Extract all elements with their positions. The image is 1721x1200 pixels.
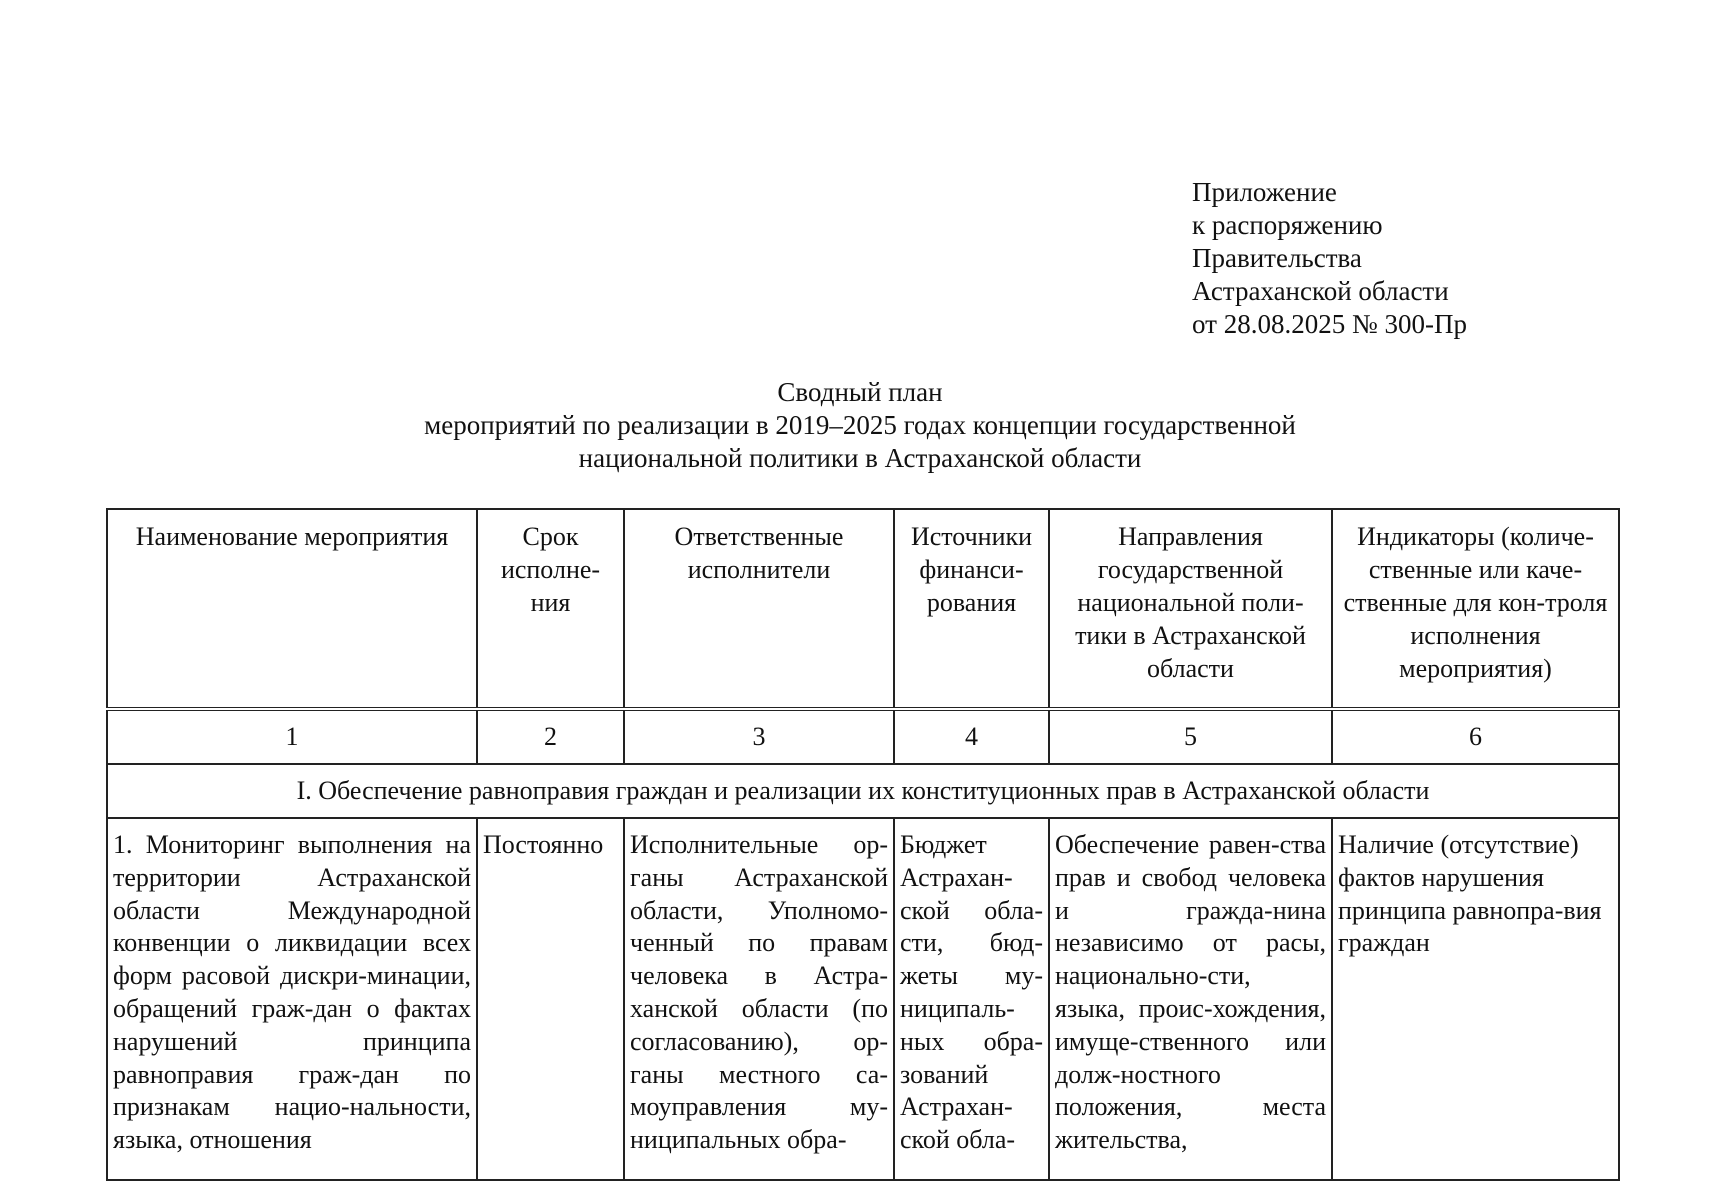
title-line: национальной политики в Астраханской области: [578, 443, 1142, 473]
appendix-line: Правительства: [1192, 243, 1362, 273]
header-funding: Источники финанси-рования: [894, 509, 1049, 709]
table-row: [107, 818, 1619, 1180]
section-heading: I. Обеспечение равноправия граждан и реализации их конституционных прав в Астраханской области: [107, 764, 1619, 818]
table-header-row: [107, 509, 1619, 709]
cell-executors: Исполнительные ор-ганы Астраханской области, Уполномо-ченный по правам человека в Астра-ханской области (по согласованию), ор-ганы местного са-моуправления му-ниципальных обра-: [624, 818, 894, 1180]
cell-activity-name: 1. Мониторинг выполнения на территории Астраханской области Международной конвенции о ликвидации всех форм расовой дискри-минации, обращений граж-дан о фактах нарушений принципа равноправия граж-дан по признакам нацио-нальности, языка, отношения: [107, 818, 477, 1180]
header-indicator: Индикаторы (количе-ственные или каче-ственные для кон-троля исполнения мероприятия): [1332, 509, 1619, 709]
cell-term: Постоянно: [477, 818, 624, 1180]
cell-indicator: Наличие (отсутствие) фактов нарушения принципа равнопра-вия граждан: [1332, 818, 1619, 1180]
header-term: Срок исполне-ния: [477, 509, 624, 709]
appendix-line: от 28.08.2025 № 300-Пр: [1192, 309, 1467, 339]
header-direction: Направления государственной национальной поли-тики в Астраханской области: [1049, 509, 1332, 709]
cell-direction: Обеспечение равен-ства прав и свобод человека и гражда-нина независимо от расы, национально-сти, языка, проис-хождения, имуще-ственного или долж-ностного положения, места жительства,: [1049, 818, 1332, 1180]
column-number: 2: [477, 709, 624, 764]
cell-funding: Бюджет Астрахан-ской обла-сти, бюд-жеты му-ниципаль-ных обра-зований Астрахан-ской обла-: [894, 818, 1049, 1180]
appendix-line: Приложение: [1192, 177, 1337, 207]
title-line: мероприятий по реализации в 2019–2025 годах концепции государственной: [424, 410, 1296, 440]
appendix-line: к распоряжению: [1192, 210, 1383, 240]
column-number: 1: [107, 709, 477, 764]
appendix-block: [1192, 176, 1467, 341]
title-line: Сводный план: [777, 377, 943, 407]
appendix-line: Астраханской области: [1192, 276, 1449, 306]
document-title: [100, 376, 1620, 475]
column-number: 3: [624, 709, 894, 764]
section-row: [107, 764, 1619, 818]
plan-table: [106, 508, 1620, 1181]
header-name: Наименование мероприятия: [107, 509, 477, 709]
column-number: 6: [1332, 709, 1619, 764]
column-number: 4: [894, 709, 1049, 764]
column-number: 5: [1049, 709, 1332, 764]
header-executors: Ответственные исполнители: [624, 509, 894, 709]
column-number-row: [107, 709, 1619, 764]
